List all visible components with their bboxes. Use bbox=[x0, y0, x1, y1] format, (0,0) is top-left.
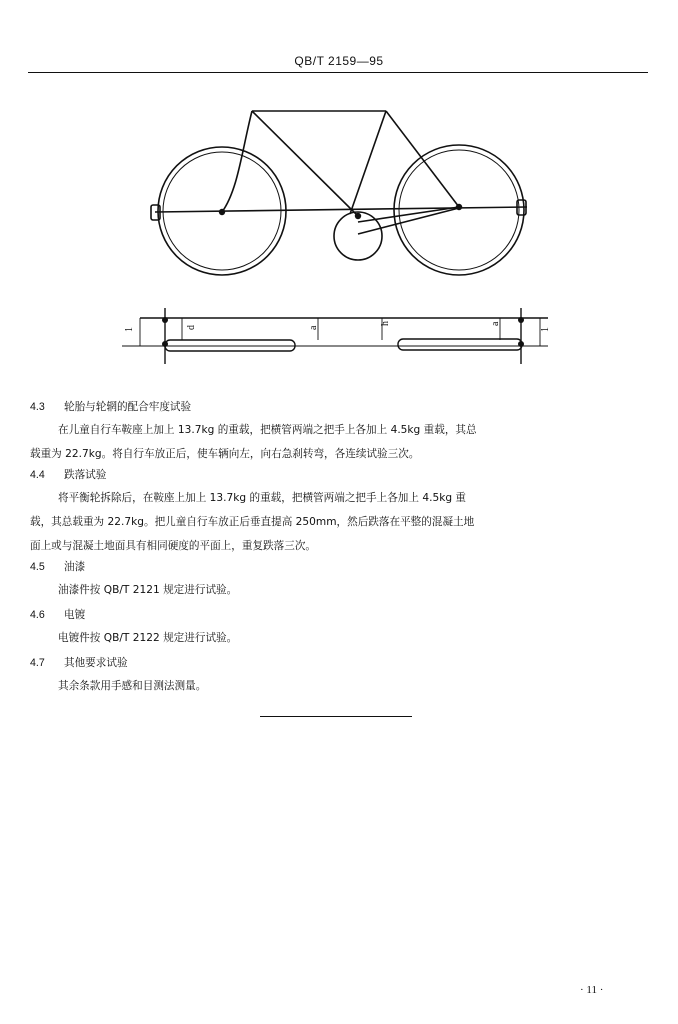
section-number: 4.3 bbox=[30, 401, 45, 413]
dim-label-center: a bbox=[308, 325, 319, 330]
section-title: 其他要求试验 bbox=[64, 657, 128, 669]
body-line: 其余条款用手感和目测法测量。 bbox=[58, 680, 207, 692]
dim-label-left-2: d bbox=[186, 325, 197, 330]
body-line: 载，其总载重为 22.7kg。把儿童自行车放正后垂直提高 250mm，然后跌落在平整的混凝土地 bbox=[30, 516, 475, 528]
section-heading bbox=[30, 608, 85, 622]
section-body bbox=[30, 486, 654, 558]
section-body bbox=[30, 674, 654, 698]
dim-label-right-3: 1 bbox=[540, 327, 551, 332]
section-body bbox=[30, 578, 654, 602]
section-number: 4.4 bbox=[30, 469, 45, 481]
section-number: 4.7 bbox=[30, 657, 45, 669]
section-heading bbox=[30, 656, 128, 670]
section-title: 电镀 bbox=[64, 609, 86, 621]
bicycle-frame bbox=[155, 111, 527, 234]
dim-label-right-2: a bbox=[490, 321, 501, 326]
bicycle-test-figure bbox=[0, 0, 678, 380]
page-number: · 11 · bbox=[580, 984, 604, 996]
section-title: 油漆 bbox=[64, 561, 86, 573]
body-line: 将平衡轮拆除后，在鞍座上加上 13.7kg 的重载，把横管两端之把手上各加上 4.5kg 重 bbox=[58, 492, 467, 504]
section-body bbox=[30, 418, 654, 466]
dim-label-right-1: h bbox=[380, 321, 391, 326]
body-line: 在儿童自行车鞍座上加上 13.7kg 的重载，把横管两端之把手上各加上 4.5kg 重载，其总 bbox=[58, 424, 477, 436]
section-title: 跌落试验 bbox=[64, 469, 107, 481]
section-number: 4.5 bbox=[30, 561, 45, 573]
section-heading bbox=[30, 560, 85, 574]
end-rule bbox=[260, 716, 412, 717]
dim-label-left-1: 1 bbox=[124, 327, 135, 332]
standard-code: QB/T 2159—95 bbox=[294, 54, 384, 68]
body-line: 载重为 22.7kg。将自行车放正后，使车辆向左，向右急刹转弯，各连续试验三次。 bbox=[30, 448, 420, 460]
body-line: 面上或与混凝土地面具有相同硬度的平面上，重复跌落三次。 bbox=[30, 540, 317, 552]
dimension-diagram bbox=[122, 308, 548, 364]
section-body bbox=[30, 626, 654, 650]
body-line: 油漆件按 QB/T 2121 规定进行试验。 bbox=[58, 584, 238, 596]
section-number: 4.6 bbox=[30, 609, 45, 621]
section-heading bbox=[30, 400, 191, 414]
body-line: 电镀件按 QB/T 2122 规定进行试验。 bbox=[58, 632, 238, 644]
section-title: 轮胎与轮辋的配合牢度试验 bbox=[64, 401, 192, 413]
section-heading bbox=[30, 468, 106, 482]
